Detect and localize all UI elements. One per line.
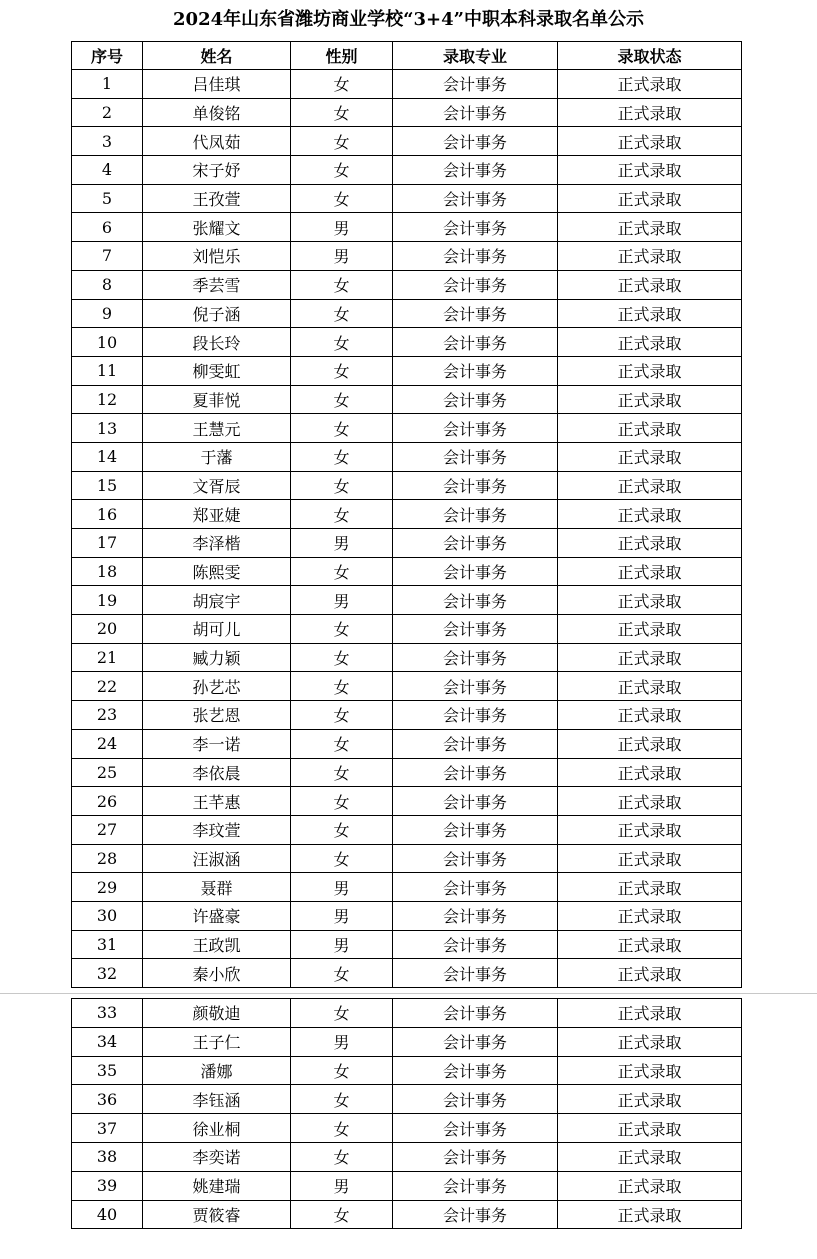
cell-major: 会计事务 xyxy=(393,758,558,787)
cell-gender: 女 xyxy=(291,844,393,873)
cell-index: 25 xyxy=(72,758,143,787)
cell-name: 许盛豪 xyxy=(143,901,291,930)
cell-index: 1 xyxy=(72,70,143,99)
table-row xyxy=(72,1027,742,1056)
cell-status: 正式录取 xyxy=(558,1142,742,1171)
cell-major: 会计事务 xyxy=(393,356,558,385)
cell-major: 会计事务 xyxy=(393,844,558,873)
cell-name: 李钰涵 xyxy=(143,1085,291,1114)
cell-major: 会计事务 xyxy=(393,815,558,844)
cell-major: 会计事务 xyxy=(393,873,558,902)
table-row xyxy=(72,1056,742,1085)
cell-name: 王芊惠 xyxy=(143,787,291,816)
cell-gender: 女 xyxy=(291,184,393,213)
cell-status: 正式录取 xyxy=(558,385,742,414)
cell-gender: 女 xyxy=(291,959,393,988)
cell-major: 会计事务 xyxy=(393,672,558,701)
table-row xyxy=(72,471,742,500)
cell-major: 会计事务 xyxy=(393,242,558,271)
cell-name: 王政凯 xyxy=(143,930,291,959)
cell-name: 李泽楷 xyxy=(143,529,291,558)
header-gender: 性别 xyxy=(291,42,393,70)
cell-status: 正式录取 xyxy=(558,529,742,558)
cell-index: 19 xyxy=(72,586,143,615)
cell-major: 会计事务 xyxy=(393,615,558,644)
cell-status: 正式录取 xyxy=(558,156,742,185)
cell-name: 胡宸宇 xyxy=(143,586,291,615)
cell-major: 会计事务 xyxy=(393,184,558,213)
cell-gender: 男 xyxy=(291,930,393,959)
cell-gender: 女 xyxy=(291,815,393,844)
table-row xyxy=(72,815,742,844)
cell-name: 汪淑涵 xyxy=(143,844,291,873)
cell-name: 单俊铭 xyxy=(143,98,291,127)
cell-index: 9 xyxy=(72,299,143,328)
page-title: 2024年山东省潍坊商业学校“3+4”中职本科录取名单公示 xyxy=(173,9,644,30)
cell-gender: 女 xyxy=(291,1200,393,1229)
cell-status: 正式录取 xyxy=(558,328,742,357)
cell-major: 会计事务 xyxy=(393,299,558,328)
cell-index: 10 xyxy=(72,328,143,357)
cell-gender: 男 xyxy=(291,213,393,242)
table-row xyxy=(72,1200,742,1229)
table-row xyxy=(72,156,742,185)
cell-name: 柳雯虹 xyxy=(143,356,291,385)
cell-name: 倪子涵 xyxy=(143,299,291,328)
cell-status: 正式录取 xyxy=(558,471,742,500)
cell-name: 王孜萱 xyxy=(143,184,291,213)
cell-gender: 女 xyxy=(291,500,393,529)
cell-status: 正式录取 xyxy=(558,959,742,988)
header-major: 录取专业 xyxy=(393,42,558,70)
cell-index: 26 xyxy=(72,787,143,816)
cell-gender: 女 xyxy=(291,729,393,758)
table-row xyxy=(72,1085,742,1114)
table-row xyxy=(72,901,742,930)
admission-table-page-2 xyxy=(71,998,742,1229)
cell-status: 正式录取 xyxy=(558,787,742,816)
table-row xyxy=(72,615,742,644)
cell-major: 会计事务 xyxy=(393,1027,558,1056)
cell-gender: 女 xyxy=(291,385,393,414)
cell-index: 6 xyxy=(72,213,143,242)
cell-major: 会计事务 xyxy=(393,414,558,443)
cell-index: 5 xyxy=(72,184,143,213)
cell-gender: 男 xyxy=(291,529,393,558)
cell-gender: 男 xyxy=(291,586,393,615)
cell-status: 正式录取 xyxy=(558,999,742,1028)
table-row xyxy=(72,1142,742,1171)
cell-name: 潘娜 xyxy=(143,1056,291,1085)
cell-major: 会计事务 xyxy=(393,1056,558,1085)
cell-index: 38 xyxy=(72,1142,143,1171)
table-row xyxy=(72,758,742,787)
cell-gender: 女 xyxy=(291,299,393,328)
cell-name: 孙艺芯 xyxy=(143,672,291,701)
cell-name: 姚建瑞 xyxy=(143,1171,291,1200)
cell-gender: 女 xyxy=(291,270,393,299)
cell-status: 正式录取 xyxy=(558,242,742,271)
cell-major: 会计事务 xyxy=(393,328,558,357)
cell-major: 会计事务 xyxy=(393,1171,558,1200)
cell-name: 徐业桐 xyxy=(143,1114,291,1143)
cell-status: 正式录取 xyxy=(558,1085,742,1114)
cell-status: 正式录取 xyxy=(558,299,742,328)
cell-name: 秦小欣 xyxy=(143,959,291,988)
cell-name: 张艺恩 xyxy=(143,701,291,730)
cell-name: 刘恺乐 xyxy=(143,242,291,271)
cell-index: 36 xyxy=(72,1085,143,1114)
cell-major: 会计事务 xyxy=(393,930,558,959)
cell-index: 3 xyxy=(72,127,143,156)
cell-status: 正式录取 xyxy=(558,1056,742,1085)
cell-name: 宋子妤 xyxy=(143,156,291,185)
cell-major: 会计事务 xyxy=(393,1085,558,1114)
cell-index: 13 xyxy=(72,414,143,443)
cell-index: 30 xyxy=(72,901,143,930)
cell-gender: 女 xyxy=(291,70,393,99)
cell-status: 正式录取 xyxy=(558,672,742,701)
cell-gender: 女 xyxy=(291,1085,393,1114)
cell-index: 28 xyxy=(72,844,143,873)
cell-status: 正式录取 xyxy=(558,70,742,99)
cell-name: 胡可儿 xyxy=(143,615,291,644)
table-row xyxy=(72,1171,742,1200)
cell-gender: 女 xyxy=(291,557,393,586)
cell-gender: 女 xyxy=(291,414,393,443)
cell-major: 会计事务 xyxy=(393,729,558,758)
cell-gender: 男 xyxy=(291,1027,393,1056)
cell-index: 4 xyxy=(72,156,143,185)
cell-gender: 女 xyxy=(291,127,393,156)
cell-gender: 男 xyxy=(291,901,393,930)
table-row xyxy=(72,701,742,730)
cell-gender: 女 xyxy=(291,701,393,730)
cell-name: 于藩 xyxy=(143,442,291,471)
cell-index: 11 xyxy=(72,356,143,385)
table-row xyxy=(72,959,742,988)
cell-status: 正式录取 xyxy=(558,930,742,959)
table-row xyxy=(72,729,742,758)
cell-status: 正式录取 xyxy=(558,270,742,299)
cell-index: 17 xyxy=(72,529,143,558)
cell-index: 22 xyxy=(72,672,143,701)
cell-status: 正式录取 xyxy=(558,356,742,385)
cell-major: 会计事务 xyxy=(393,999,558,1028)
cell-name: 张耀文 xyxy=(143,213,291,242)
cell-gender: 男 xyxy=(291,1171,393,1200)
cell-index: 2 xyxy=(72,98,143,127)
cell-gender: 女 xyxy=(291,643,393,672)
cell-name: 李依晨 xyxy=(143,758,291,787)
cell-name: 段长玲 xyxy=(143,328,291,357)
table-row xyxy=(72,557,742,586)
cell-index: 27 xyxy=(72,815,143,844)
cell-index: 37 xyxy=(72,1114,143,1143)
cell-name: 吕佳琪 xyxy=(143,70,291,99)
header-index: 序号 xyxy=(72,42,143,70)
table-row xyxy=(72,127,742,156)
cell-gender: 女 xyxy=(291,758,393,787)
cell-status: 正式录取 xyxy=(558,643,742,672)
cell-gender: 女 xyxy=(291,156,393,185)
cell-name: 陈熙雯 xyxy=(143,557,291,586)
header-name: 姓名 xyxy=(143,42,291,70)
cell-name: 聂群 xyxy=(143,873,291,902)
cell-index: 20 xyxy=(72,615,143,644)
table-row xyxy=(72,98,742,127)
cell-index: 21 xyxy=(72,643,143,672)
cell-index: 33 xyxy=(72,999,143,1028)
cell-major: 会计事务 xyxy=(393,901,558,930)
cell-index: 34 xyxy=(72,1027,143,1056)
cell-index: 14 xyxy=(72,442,143,471)
cell-major: 会计事务 xyxy=(393,959,558,988)
cell-name: 李奕诺 xyxy=(143,1142,291,1171)
cell-major: 会计事务 xyxy=(393,1114,558,1143)
cell-index: 31 xyxy=(72,930,143,959)
table-row xyxy=(72,356,742,385)
cell-major: 会计事务 xyxy=(393,442,558,471)
cell-major: 会计事务 xyxy=(393,213,558,242)
cell-status: 正式录取 xyxy=(558,1200,742,1229)
cell-index: 24 xyxy=(72,729,143,758)
cell-name: 王慧元 xyxy=(143,414,291,443)
cell-status: 正式录取 xyxy=(558,758,742,787)
cell-gender: 女 xyxy=(291,442,393,471)
table-row xyxy=(72,672,742,701)
cell-status: 正式录取 xyxy=(558,844,742,873)
cell-gender: 女 xyxy=(291,672,393,701)
cell-name: 颜敬迪 xyxy=(143,999,291,1028)
cell-status: 正式录取 xyxy=(558,184,742,213)
table-row xyxy=(72,70,742,99)
cell-gender: 女 xyxy=(291,615,393,644)
cell-status: 正式录取 xyxy=(558,557,742,586)
page-break-divider xyxy=(0,993,817,994)
cell-index: 23 xyxy=(72,701,143,730)
cell-gender: 女 xyxy=(291,1142,393,1171)
cell-status: 正式录取 xyxy=(558,701,742,730)
cell-gender: 女 xyxy=(291,787,393,816)
table-body-page-1 xyxy=(72,70,742,988)
table-row xyxy=(72,844,742,873)
table-row xyxy=(72,787,742,816)
cell-major: 会计事务 xyxy=(393,270,558,299)
cell-name: 代凤茹 xyxy=(143,127,291,156)
table-row xyxy=(72,999,742,1028)
cell-index: 12 xyxy=(72,385,143,414)
cell-index: 40 xyxy=(72,1200,143,1229)
cell-index: 29 xyxy=(72,873,143,902)
cell-name: 王子仁 xyxy=(143,1027,291,1056)
table-row xyxy=(72,299,742,328)
cell-major: 会计事务 xyxy=(393,500,558,529)
cell-index: 39 xyxy=(72,1171,143,1200)
cell-status: 正式录取 xyxy=(558,1114,742,1143)
cell-name: 夏菲悦 xyxy=(143,385,291,414)
table-row xyxy=(72,184,742,213)
table-row xyxy=(72,328,742,357)
cell-status: 正式录取 xyxy=(558,586,742,615)
cell-major: 会计事务 xyxy=(393,1142,558,1171)
cell-name: 臧力颖 xyxy=(143,643,291,672)
cell-index: 15 xyxy=(72,471,143,500)
cell-gender: 男 xyxy=(291,873,393,902)
table-row xyxy=(72,643,742,672)
cell-gender: 女 xyxy=(291,98,393,127)
table-row xyxy=(72,385,742,414)
cell-status: 正式录取 xyxy=(558,815,742,844)
admission-table-page-1 xyxy=(71,41,742,988)
cell-gender: 女 xyxy=(291,356,393,385)
cell-name: 李玟萱 xyxy=(143,815,291,844)
cell-status: 正式录取 xyxy=(558,127,742,156)
cell-major: 会计事务 xyxy=(393,98,558,127)
table-row xyxy=(72,442,742,471)
cell-index: 18 xyxy=(72,557,143,586)
table-row xyxy=(72,500,742,529)
cell-name: 季芸雪 xyxy=(143,270,291,299)
cell-major: 会计事务 xyxy=(393,156,558,185)
cell-name: 文胥辰 xyxy=(143,471,291,500)
cell-gender: 女 xyxy=(291,471,393,500)
cell-major: 会计事务 xyxy=(393,701,558,730)
cell-status: 正式录取 xyxy=(558,901,742,930)
cell-major: 会计事务 xyxy=(393,586,558,615)
table-header-row xyxy=(72,42,742,70)
cell-major: 会计事务 xyxy=(393,557,558,586)
header-status: 录取状态 xyxy=(558,42,742,70)
table-body-page-2 xyxy=(72,999,742,1229)
cell-major: 会计事务 xyxy=(393,529,558,558)
table-row xyxy=(72,529,742,558)
table-row xyxy=(72,873,742,902)
table-row xyxy=(72,586,742,615)
cell-major: 会计事务 xyxy=(393,1200,558,1229)
cell-major: 会计事务 xyxy=(393,471,558,500)
cell-status: 正式录取 xyxy=(558,1171,742,1200)
cell-status: 正式录取 xyxy=(558,615,742,644)
cell-name: 郑亚婕 xyxy=(143,500,291,529)
cell-gender: 男 xyxy=(291,242,393,271)
cell-index: 8 xyxy=(72,270,143,299)
cell-status: 正式录取 xyxy=(558,442,742,471)
cell-gender: 女 xyxy=(291,328,393,357)
cell-status: 正式录取 xyxy=(558,414,742,443)
table-row xyxy=(72,242,742,271)
cell-gender: 女 xyxy=(291,1114,393,1143)
cell-status: 正式录取 xyxy=(558,1027,742,1056)
table-row xyxy=(72,213,742,242)
cell-major: 会计事务 xyxy=(393,127,558,156)
cell-status: 正式录取 xyxy=(558,500,742,529)
cell-status: 正式录取 xyxy=(558,729,742,758)
table-row xyxy=(72,270,742,299)
cell-major: 会计事务 xyxy=(393,385,558,414)
cell-status: 正式录取 xyxy=(558,873,742,902)
table-row xyxy=(72,930,742,959)
cell-gender: 女 xyxy=(291,999,393,1028)
cell-index: 16 xyxy=(72,500,143,529)
cell-index: 35 xyxy=(72,1056,143,1085)
cell-gender: 女 xyxy=(291,1056,393,1085)
cell-status: 正式录取 xyxy=(558,213,742,242)
cell-name: 贾筱睿 xyxy=(143,1200,291,1229)
cell-major: 会计事务 xyxy=(393,787,558,816)
table-row xyxy=(72,414,742,443)
cell-name: 李一诺 xyxy=(143,729,291,758)
cell-index: 7 xyxy=(72,242,143,271)
cell-status: 正式录取 xyxy=(558,98,742,127)
cell-index: 32 xyxy=(72,959,143,988)
cell-major: 会计事务 xyxy=(393,643,558,672)
table-row xyxy=(72,1114,742,1143)
cell-major: 会计事务 xyxy=(393,70,558,99)
